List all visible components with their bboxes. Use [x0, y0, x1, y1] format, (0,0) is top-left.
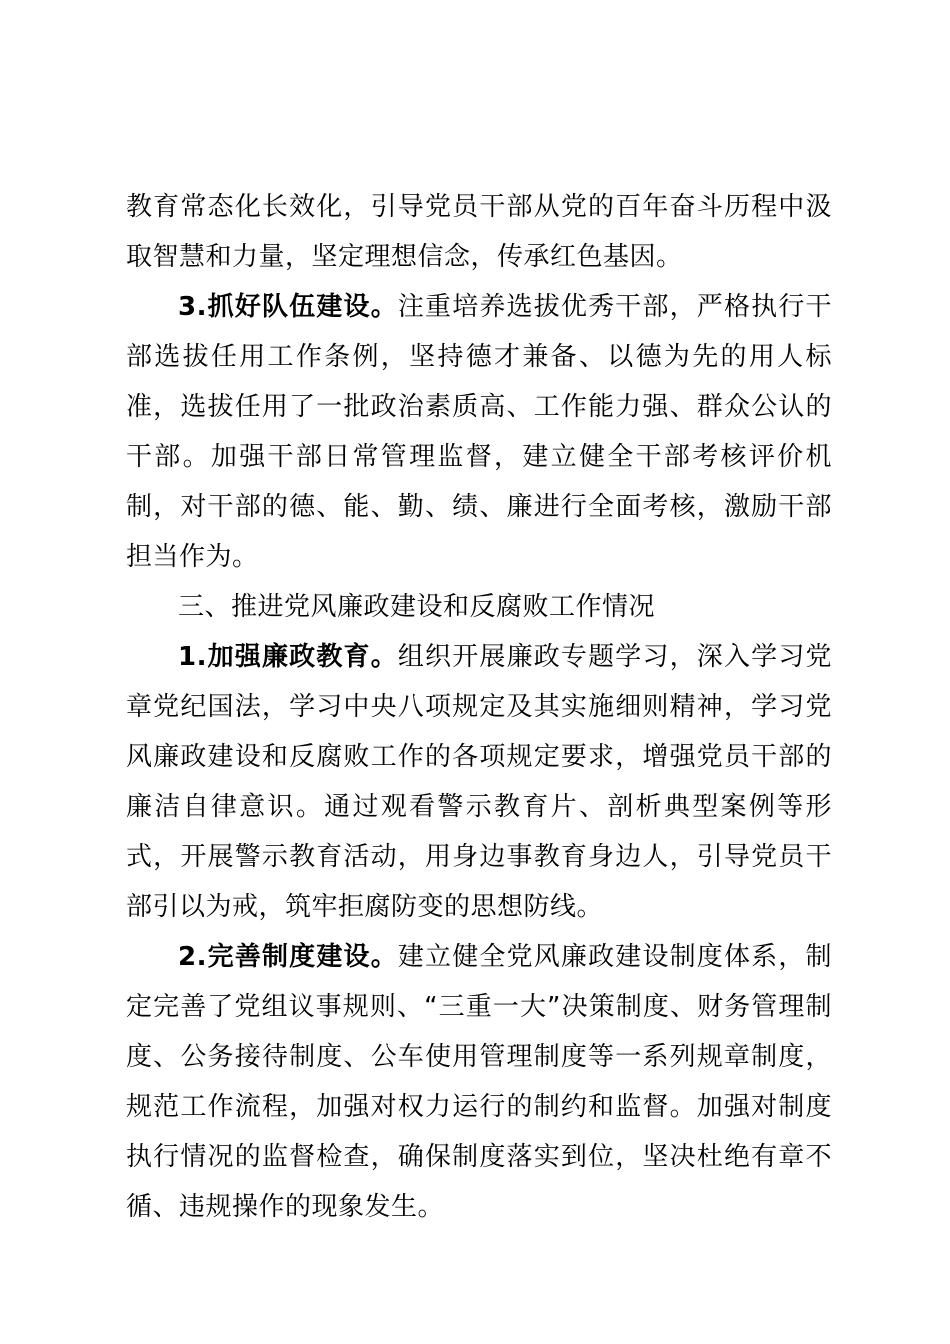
section-heading-text: 三、推进党风廉政建设和反腐败工作情况	[178, 592, 656, 622]
paragraph-team-building	[126, 282, 832, 582]
paragraph-text: 教育常态化长效化，引导党员干部从党的百年奋斗历程中汲取智慧和力量，坚定理想信念，传承红色基因。	[126, 192, 832, 272]
paragraph-text: 注重培养选拔优秀干部，严格执行干部选拔任用工作条例，坚持德才兼备、以德为先的用人标准，选拔任用了一批政治素质高、工作能力强、群众公认的干部。加强干部日常管理监督，建立健全干部考核评价机制，对干部的德、能、勤、绩、廉进行全面考核，激励干部担当作为。	[126, 292, 832, 572]
document-body	[126, 182, 832, 1232]
paragraph-text: 建立健全党风廉政建设制度体系，制定完善了党组议事规则、“三重一大”决策制度、财务管理制度、公务接待制度、公车使用管理制度等一系列规章制度，规范工作流程，加强对权力运行的制约和监督。加强对制度执行情况的监督检查，确保制度落实到位，坚决杜绝有章不循、违规操作的现象发生。	[126, 942, 832, 1222]
section-heading	[126, 582, 832, 632]
paragraph-continuation	[126, 182, 832, 282]
paragraph-lead: 2.完善制度建设。	[178, 942, 398, 972]
paragraph-integrity-education	[126, 632, 832, 932]
paragraph-text: 组织开展廉政专题学习，深入学习党章党纪国法，学习中央八项规定及其实施细则精神，学习党风廉政建设和反腐败工作的各项规定要求，增强党员干部的廉洁自律意识。通过观看警示教育片、剖析典型案例等形式，开展警示教育活动，用身边事教育身边人，引导党员干部引以为戒，筑牢拒腐防变的思想防线。	[126, 642, 832, 922]
paragraph-system-building	[126, 932, 832, 1232]
paragraph-lead: 3.抓好队伍建设。	[178, 292, 398, 322]
paragraph-lead: 1.加强廉政教育。	[178, 642, 398, 672]
